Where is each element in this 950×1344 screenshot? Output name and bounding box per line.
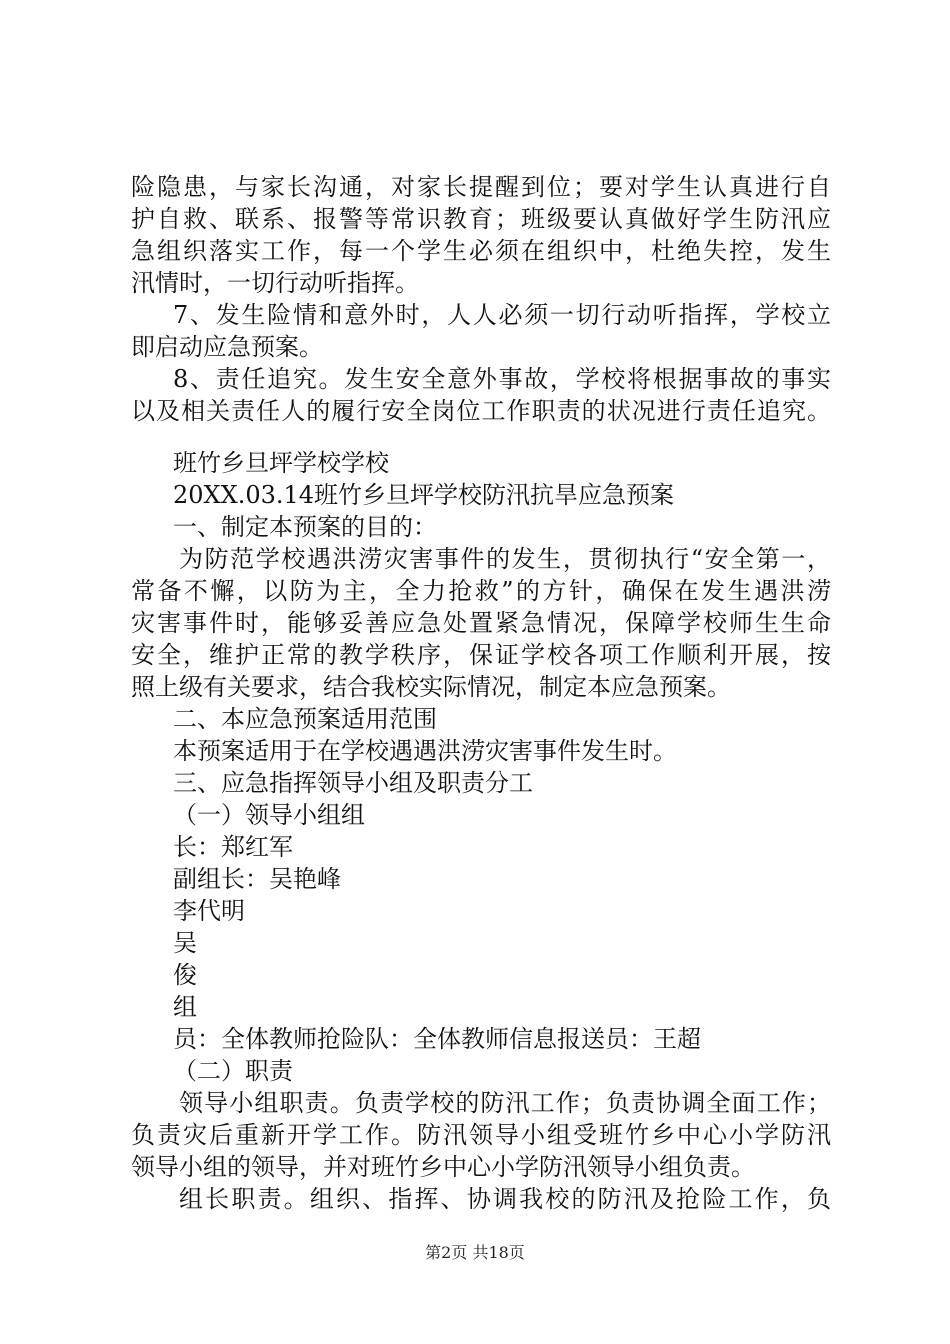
member-name: 俊	[173, 961, 197, 989]
body-line: 本预案适用于在学校遇遇洪涝灾害事件发生时。	[173, 737, 677, 765]
body-line: 照上级有关要求，结合我校实际情况，制定本应急预案。	[131, 673, 731, 701]
paragraph-line: 领导小组职责。负责学校的防汛工作；负责协调全面工作；	[179, 1089, 831, 1117]
paragraph-line: 7、发生险情和意外时，人人必须一切行动听指挥，学校立	[173, 301, 831, 329]
body-line: 即启动应急预案。	[131, 333, 323, 361]
body-line: 安全，维护正常的教学秩序，保证学校各项工作顺利开展，按	[131, 641, 831, 669]
member-name: 吴	[173, 929, 197, 957]
body-line: 灾害事件时，能够妥善应急处置紧急情况，保障学校师生生命	[131, 609, 831, 637]
body-line: 汛情时，一切行动听指挥。	[131, 269, 419, 297]
body-line: 急组织落实工作，每一个学生必须在组织中，杜绝失控，发生	[131, 237, 831, 265]
section-heading: 三、应急指挥领导小组及职责分工	[173, 769, 533, 797]
leader-line: 长：郑红军	[173, 833, 293, 861]
subsection-heading: （一）领导小组组	[173, 801, 365, 829]
section-gap	[131, 427, 831, 447]
body-line: 负责灾后重新开学工作。防汛领导小组受班竹乡中心小学防汛	[131, 1121, 831, 1149]
body-line: 护自救、联系、报警等常识教育；班级要认真做好学生防汛应	[131, 205, 831, 233]
paragraph-line: 8、责任追究。发生安全意外事故，学校将根据事故的事实	[173, 365, 831, 393]
member-name: 李代明	[173, 897, 245, 925]
section-heading: 一、制定本预案的目的：	[173, 513, 437, 541]
school-name: 班竹乡旦坪学校学校	[173, 449, 389, 477]
member-label: 组	[173, 993, 197, 1021]
subsection-heading: （二）职责	[173, 1057, 293, 1085]
deputy-leader-line: 副组长：吴艳峰	[173, 865, 341, 893]
body-line: 领导小组的领导，并对班竹乡中心小学防汛领导小组负责。	[131, 1153, 755, 1181]
body-line: 险隐患，与家长沟通，对家长提醒到位；要对学生认真进行自	[131, 173, 831, 201]
document-title: 20XX.03.14班竹乡旦坪学校防汛抗旱应急预案	[173, 481, 675, 509]
body-line: 以及相关责任人的履行安全岗位工作职责的状况进行责任追究。	[131, 397, 831, 425]
section-heading: 二、本应急预案适用范围	[173, 705, 437, 733]
paragraph-line: 组长职责。组织、指挥、协调我校的防汛及抢险工作，负	[179, 1185, 831, 1213]
document-body	[131, 171, 831, 1215]
page-footer: 第2页 共18页	[425, 1243, 525, 1262]
members-line: 员：全体教师抢险队：全体教师信息报送员：王超	[173, 1025, 701, 1053]
paragraph-line: 为防范学校遇洪涝灾害事件的发生，贯彻执行“安全第一，	[179, 545, 831, 573]
body-line: 常备不懈，以防为主，全力抢救”的方针，确保在发生遇洪涝	[131, 577, 831, 605]
